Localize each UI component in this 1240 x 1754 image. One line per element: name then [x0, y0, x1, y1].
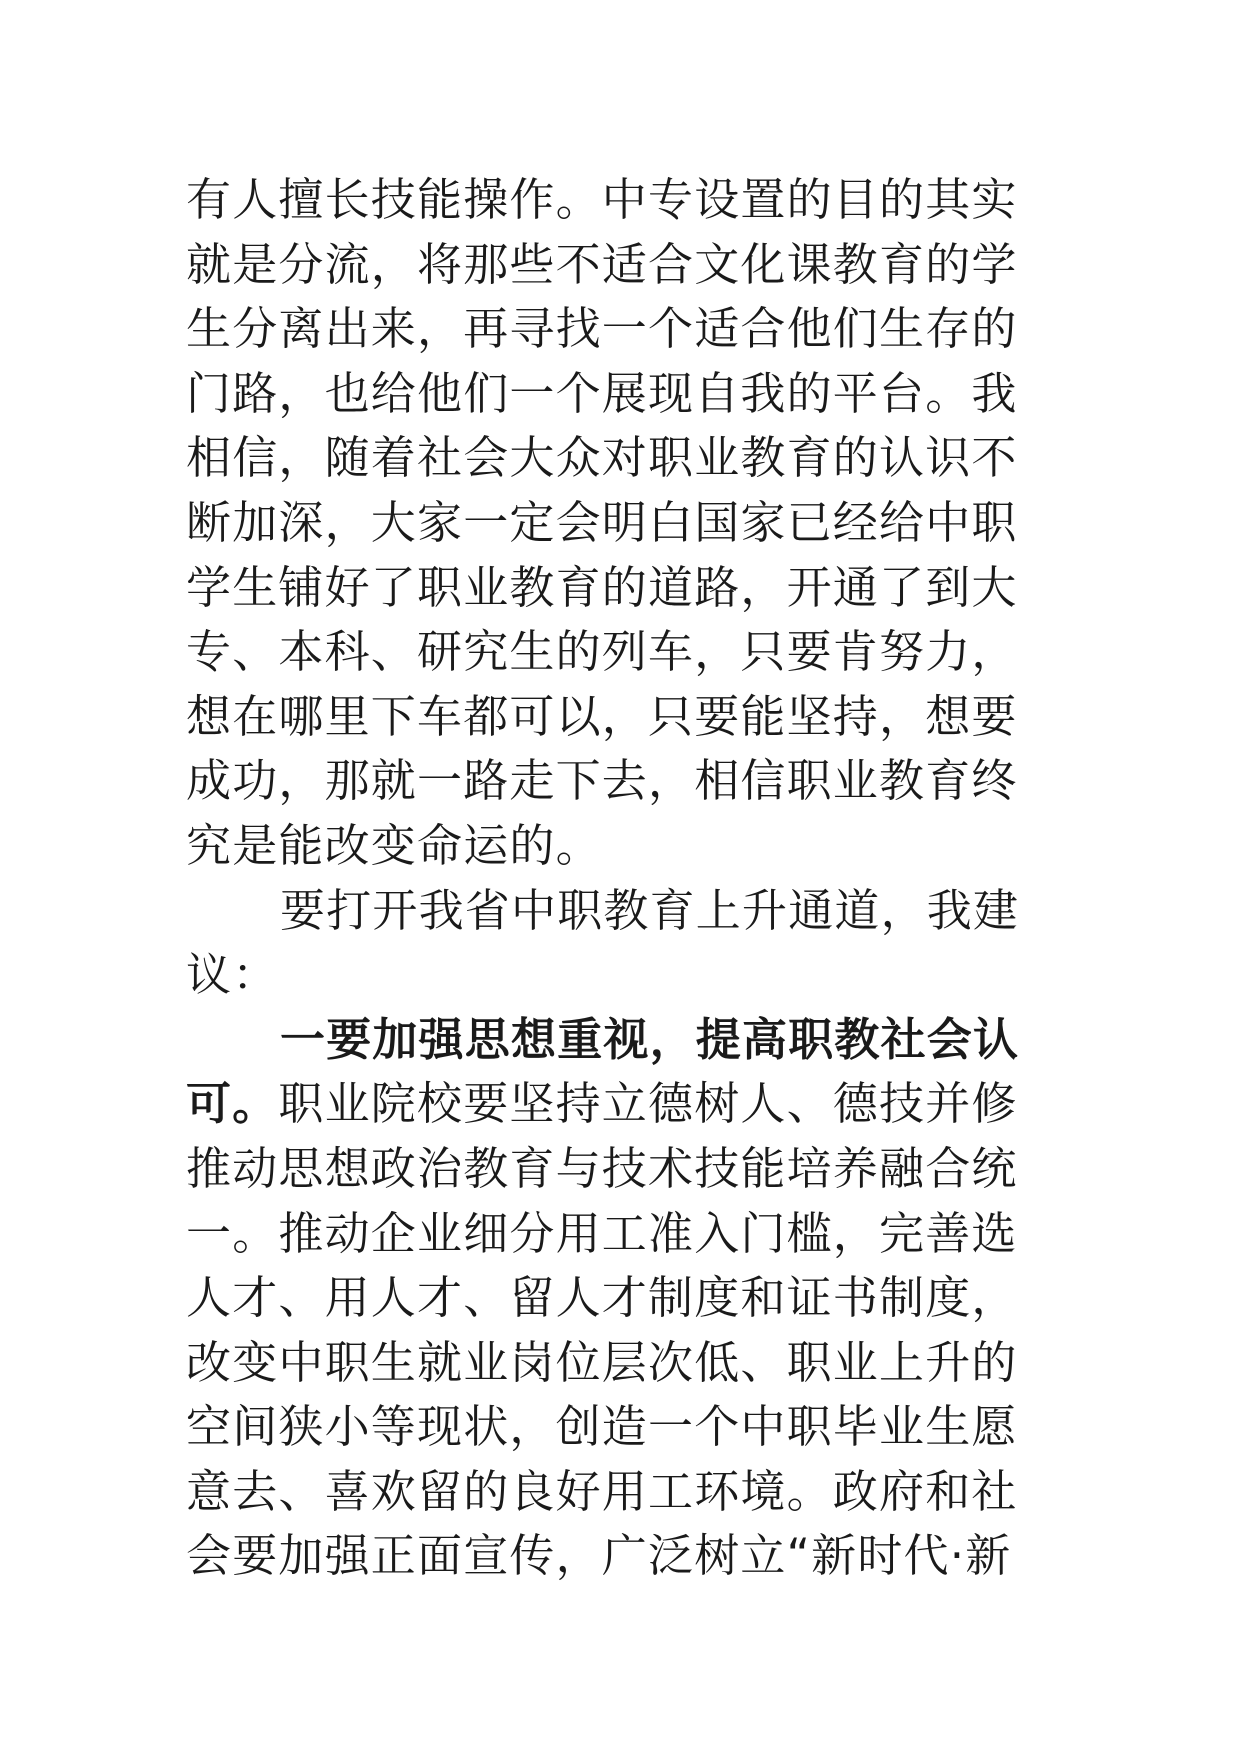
proposal-intro-line: 议： [186, 948, 279, 1002]
text-line: 改变中职生就业岗位层次低、职业上升的 [186, 1335, 1018, 1389]
text-line: 人才、用人才、留人才制度和证书制度， [186, 1271, 1018, 1325]
text-line: 生分离出来，再寻找一个适合他们生存的 [186, 302, 1018, 356]
text-line: 推动思想政治教育与技术技能培养融合统 [186, 1141, 1018, 1195]
text-line: 一。推动企业细分用工准入门槛，完善选 [186, 1206, 1018, 1260]
proposal-intro-line: 要打开我省中职教育上升通道，我建 [280, 883, 1020, 937]
text-line: 有人擅长技能操作。中专设置的目的其实 [186, 173, 1018, 226]
body-text [186, 168, 1066, 1589]
point-one-text: 职业院校要坚持立德树人、德技并修 [278, 1077, 1018, 1131]
text-line: 学生铺好了职业教育的道路，开通了到大 [186, 560, 1018, 614]
point-one-heading-end: 可。 [186, 1077, 279, 1131]
text-line: 相信，随着社会大众对职业教育的认识不 [186, 431, 1018, 485]
point-one-heading: 一要加强思想重视，提高职教社会认 [280, 1012, 1020, 1066]
text-line: 意去、喜欢留的良好用工环境。政府和社 [186, 1464, 1018, 1518]
text-line: 想在哪里下车都可以，只要能坚持，想要 [186, 689, 1018, 743]
text-line: 究是能改变命运的。 [186, 818, 602, 872]
text-line: 断加深，大家一定会明白国家已经给中职 [186, 495, 1018, 549]
text-line: 专、本科、研究生的列车，只要肯努力， [186, 625, 1018, 679]
text-line: 会要加强正面宣传，广泛树立“新时代·新 [186, 1529, 1012, 1583]
text-line: 成功，那就一路走下去，相信职业教育终 [186, 754, 1018, 808]
text-line: 就是分流，将那些不适合文化课教育的学 [186, 237, 1018, 291]
text-line: 空间狭小等现状，创造一个中职毕业生愿 [186, 1400, 1018, 1454]
text-line: 门路，也给他们一个展现自我的平台。我 [186, 366, 1018, 420]
point-one-line [186, 1072, 1066, 1137]
